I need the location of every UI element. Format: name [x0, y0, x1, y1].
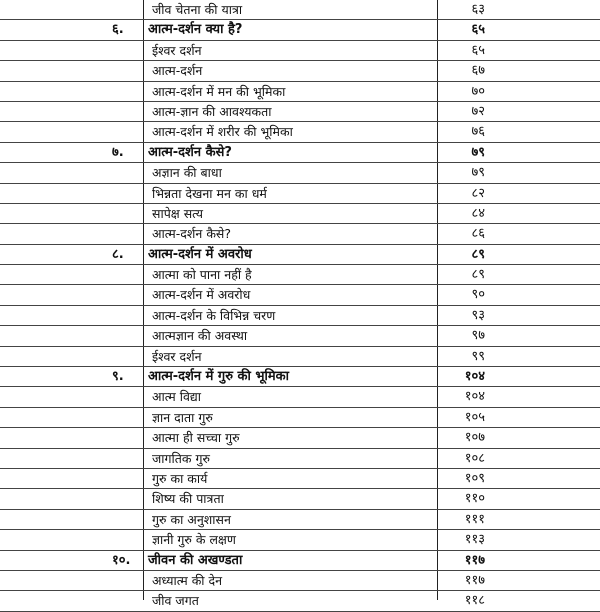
page-number: ११८: [464, 593, 485, 609]
section-title: जीव जगत: [152, 593, 199, 609]
toc-section-row: [0, 326, 600, 346]
section-title: ईश्वर दर्शन: [152, 348, 202, 364]
section-title: आत्मज्ञान की अवस्था: [152, 328, 248, 344]
section-title: ईश्वर दर्शन: [152, 42, 202, 58]
toc-section-row: [0, 530, 600, 550]
page-number: १०५: [464, 409, 485, 425]
page-number: ९९: [471, 348, 485, 364]
toc-section-row: [0, 306, 600, 326]
section-title: ज्ञान दाता गुरु: [152, 409, 213, 425]
page-number: ७२: [471, 103, 485, 119]
chapter-number: ६.: [112, 22, 124, 38]
page-number: १०८: [464, 450, 485, 466]
page-number: ८२: [471, 185, 485, 201]
section-title: आत्म-दर्शन के विभिन्न चरण: [152, 307, 276, 323]
page-number: ६५: [471, 22, 485, 38]
page-number: १०४: [464, 389, 485, 405]
section-title: सापेक्ष सत्य: [152, 205, 204, 221]
toc-section-row: [0, 489, 600, 509]
page-number: ९७: [471, 328, 485, 344]
page-number: ७०: [471, 83, 485, 99]
section-title: आत्मा को पाना नहीं है: [152, 267, 252, 283]
chapter-title: आत्म-दर्शन कैसे?: [148, 144, 232, 160]
toc-chapter-row: [0, 245, 600, 265]
page-number: १०७: [464, 430, 485, 446]
chapter-number: ८.: [112, 246, 124, 262]
chapter-title: जीवन की अखण्डता: [148, 552, 243, 568]
page-number: १०९: [464, 470, 485, 486]
section-title: आत्म-दर्शन में शरीर की भूमिका: [152, 124, 293, 140]
page-number: ११३: [464, 532, 485, 548]
page-number: ८९: [471, 246, 485, 262]
page-number: ७९: [471, 165, 485, 181]
toc-section-row: [0, 0, 600, 20]
toc-chapter-row: [0, 143, 600, 163]
section-title: ज्ञानी गुरु के लक्षण: [152, 532, 236, 548]
toc-section-row: [0, 204, 600, 224]
toc-section-row: [0, 102, 600, 122]
toc-section-row: [0, 285, 600, 305]
page-number: ११७: [464, 572, 485, 588]
section-title: अज्ञान की बाधा: [152, 165, 222, 181]
toc-section-row: [0, 347, 600, 367]
section-title: अध्यात्म की देन: [152, 572, 223, 588]
chapter-title: आत्म-दर्शन में अवरोध: [148, 246, 252, 262]
toc-chapter-row: [0, 367, 600, 387]
page-number: ९३: [471, 307, 485, 323]
toc-section-row: [0, 41, 600, 61]
page-number: ८६: [471, 226, 485, 242]
toc-section-row: [0, 82, 600, 102]
toc-section-row: [0, 449, 600, 469]
toc-chapter-row: [0, 551, 600, 571]
section-title: आत्म-दर्शन कैसे?: [152, 226, 232, 242]
page-number: ९०: [471, 287, 485, 303]
toc-section-row: [0, 387, 600, 407]
toc-section-row: [0, 408, 600, 428]
toc-section-row: [0, 61, 600, 81]
toc-section-row: [0, 469, 600, 489]
section-title: भिन्नता देखना मन का धर्म: [152, 185, 267, 201]
section-title: आत्म विद्या: [152, 389, 202, 405]
page-number: ७९: [471, 144, 485, 160]
page-number: ८४: [471, 205, 485, 221]
section-title: जीव चेतना की यात्रा: [152, 2, 243, 17]
chapter-number: ९.: [112, 369, 124, 385]
page-number: ६५: [471, 42, 485, 58]
chapter-title: आत्म-दर्शन क्या है?: [148, 22, 243, 38]
page-number: ७६: [471, 124, 485, 140]
section-title: गुरु का अनुशासन: [152, 511, 231, 527]
toc-section-row: [0, 163, 600, 183]
chapter-number: १०.: [112, 552, 131, 568]
section-title: आत्म-दर्शन: [152, 63, 203, 79]
toc-section-row: [0, 184, 600, 204]
page-number: ११७: [464, 552, 485, 568]
toc-chapter-row: [0, 20, 600, 40]
chapter-number: ७.: [112, 144, 124, 160]
section-title: आत्म-ज्ञान की आवश्यकता: [152, 103, 272, 119]
toc-section-row: [0, 224, 600, 244]
toc-section-row: [0, 265, 600, 285]
section-title: आत्मा ही सच्चा गुरु: [152, 430, 240, 446]
section-title: गुरु का कार्य: [152, 470, 208, 486]
chapter-title: आत्म-दर्शन में गुरु की भूमिका: [148, 369, 290, 385]
toc-section-row: [0, 428, 600, 448]
page-number: १०४: [464, 369, 485, 385]
page-number: ६७: [471, 63, 485, 79]
section-title: शिष्य की पात्रता: [152, 491, 224, 507]
page-number: १११: [464, 511, 485, 527]
page-number: ११०: [464, 491, 485, 507]
section-title: जागतिक गुरु: [152, 450, 210, 466]
toc-section-row: [0, 122, 600, 142]
toc-section-row: [0, 510, 600, 530]
toc-section-row: [0, 571, 600, 591]
section-title: आत्म-दर्शन में अवरोध: [152, 287, 251, 303]
toc-section-row: [0, 591, 600, 611]
section-title: आत्म-दर्शन में मन की भूमिका: [152, 83, 286, 99]
page-number: ८९: [471, 267, 485, 283]
page-number: ६३: [471, 2, 485, 17]
